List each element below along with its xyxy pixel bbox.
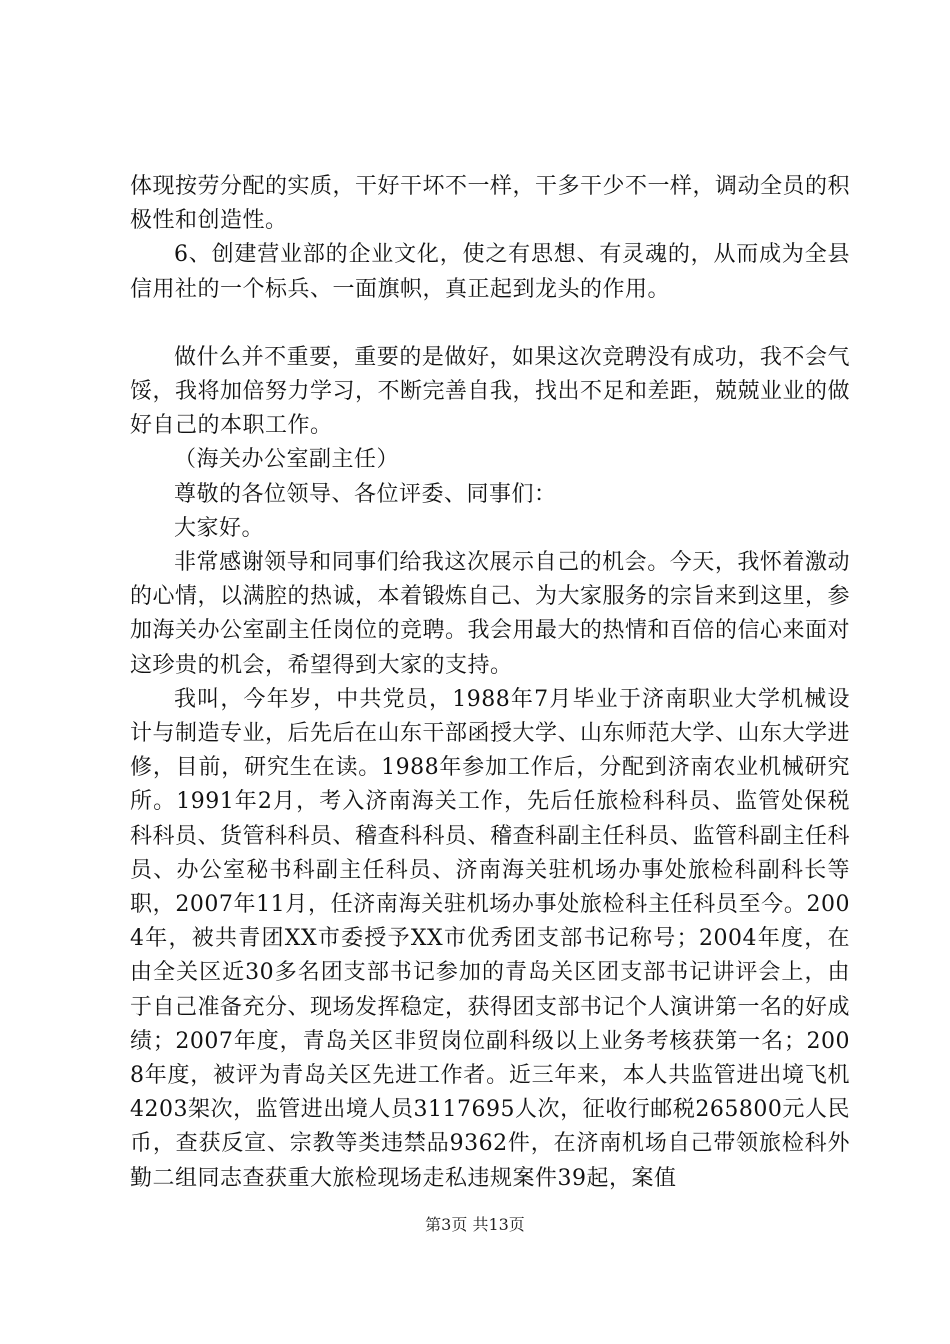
paragraph-3: 做什么并不重要，重要的是做好，如果这次竞聘没有成功，我不会气馁，我将加倍努力学习，不断完善自我，找出不足和差距，兢兢业业的做好自己的本职工作。 — [130, 344, 851, 439]
paragraph-5: 尊敬的各位领导、各位评委、同事们： — [174, 481, 557, 507]
paragraph-4: （海关办公室副主任） — [174, 447, 400, 473]
paragraph-2: 6、创建营业部的企业文化，使之有思想、有灵魂的，从而成为全县信用社的一个标兵、一面旗帜，真正起到龙头的作用。 — [130, 242, 850, 302]
paragraph-7: 非常感谢领导和同事们给我这次展示自己的机会。今天，我怀着激动的心情，以满腔的热诚，本着锻炼自己、为大家服务的宗旨来到这里，参加海关办公室副主任岗位的竞聘。我会用最大的热情和百倍的信心来面对这珍贵的机会，希望得到大家的支持。 — [130, 550, 851, 678]
document-body — [130, 170, 850, 1196]
paragraph-gap — [130, 307, 850, 341]
paragraph-8: 我叫，今年岁，中共党员，1988年7月毕业于济南职业大学机械设计与制造专业，后先后在山东干部函授大学、山东师范大学、山东大学进修，目前，研究生在读。1988年参加工作后，分配到济南农业机械研究所。1991年2月，考入济南海关工作，先后任旅检科科员、监管处保税科科员、货管科科员、稽查科科员、稽查科副主任科员、监管科副主任科员、办公室秘书科副主任科员、济南海关驻机场办事处旅检科副科长等职，2007年11月，任济南海关驻机场办事处旅检科主任科员至今。2004年，被共青团XX市委授予XX市优秀团支部书记称号；2004年度，在由全关区近30多名团支部书记参加的青岛关区团支部书记讲评会上，由于自己准备充分、现场发挥稳定，获得团支部书记个人演讲第一名的好成绩；2007年度，青岛关区非贸岗位副科级以上业务考核获第一名；2008年度，被评为青岛关区先进工作者。近三年来，本人共监管进出境飞机4203架次，监管进出境人员3117695人次，征收行邮税265800元人民币，查获反宣、宗教等类违禁品9362件，在济南机场自己带领旅检科外勤二组同志查获重大旅检现场走私违规案件39起，案值 — [130, 686, 851, 1191]
paragraph-6: 大家好。 — [174, 515, 265, 541]
page-footer: 第3页 共13页 — [425, 1215, 525, 1234]
paragraph-1: 体现按劳分配的实质，干好干坏不一样，干多干少不一样，调动全员的积极性和创造性。 — [130, 174, 851, 234]
